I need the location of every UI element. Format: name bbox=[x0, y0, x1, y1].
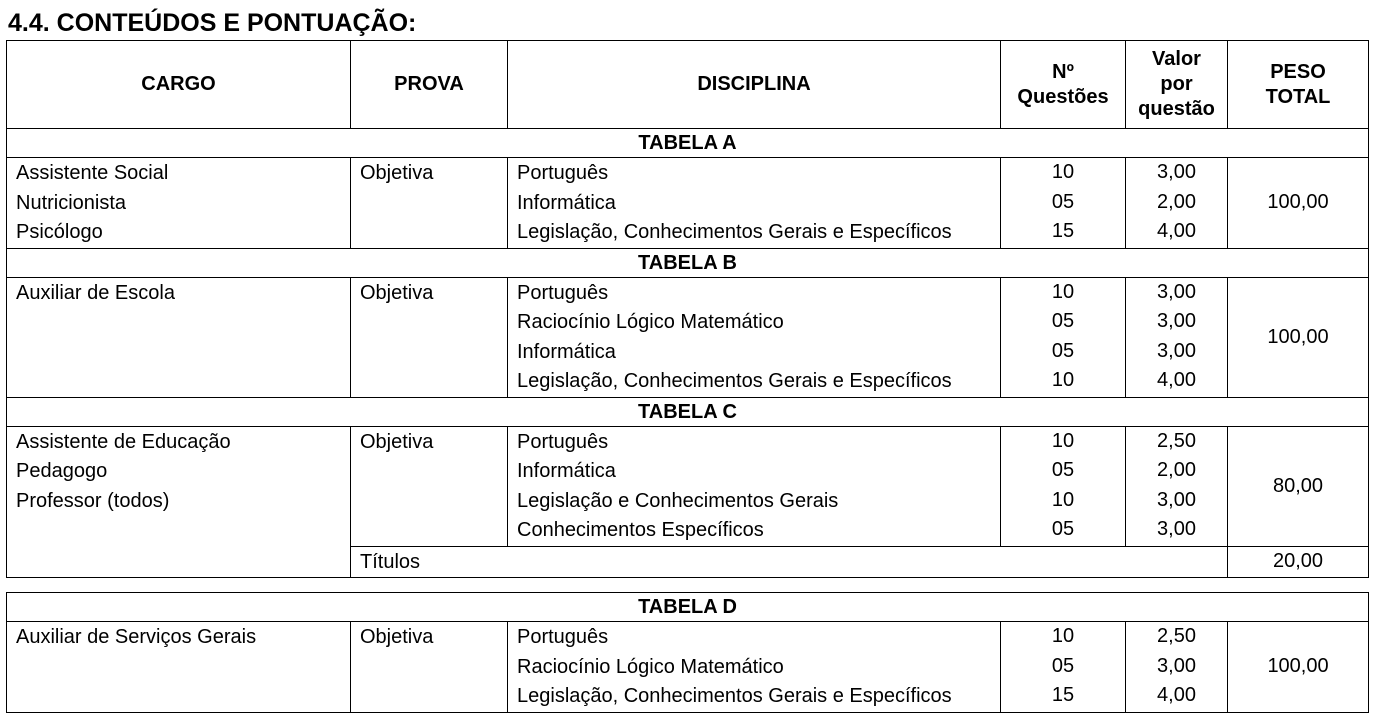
valor-cell bbox=[1126, 622, 1228, 713]
scoring-table bbox=[6, 40, 1369, 578]
questoes-item: 05 bbox=[1051, 339, 1075, 362]
valor-cell bbox=[1126, 426, 1228, 546]
peso-total-cell: 100,00 bbox=[1228, 158, 1369, 249]
cargo-item: Nutricionista bbox=[16, 191, 127, 214]
prova-cell bbox=[351, 622, 508, 713]
questoes-item: 05 bbox=[1051, 190, 1075, 213]
questoes-cell bbox=[1001, 426, 1126, 546]
table-row bbox=[7, 277, 1369, 397]
cargo-item: Assistente de Educação bbox=[16, 430, 231, 453]
cargo-item: Auxiliar de Escola bbox=[16, 281, 175, 304]
prova-cell bbox=[351, 158, 508, 249]
questoes-item: 10 bbox=[1051, 161, 1075, 183]
disciplina-item: Português bbox=[517, 162, 609, 184]
disciplina-item: Legislação, Conhecimentos Gerais e Específicos bbox=[517, 685, 952, 707]
valor-item: 2,50 bbox=[1157, 625, 1196, 647]
questoes-item: 15 bbox=[1051, 684, 1075, 706]
header-valor bbox=[1126, 41, 1228, 129]
header-questoes-line-2: Questões bbox=[1017, 85, 1109, 108]
peso-total-cell: 80,00 bbox=[1228, 426, 1369, 546]
questoes-item: 10 bbox=[1051, 625, 1075, 647]
disciplina-item: Informática bbox=[517, 460, 616, 482]
cargo-cell bbox=[7, 277, 351, 397]
titulos-label: Títulos bbox=[351, 546, 1228, 577]
questoes-item: 10 bbox=[1051, 488, 1075, 511]
scoring-table-d bbox=[6, 592, 1369, 713]
valor-item: 4,00 bbox=[1157, 684, 1196, 706]
valor-item: 2,50 bbox=[1157, 429, 1196, 452]
disciplina-item: Português bbox=[517, 430, 609, 453]
valor-item: 3,00 bbox=[1157, 310, 1196, 332]
prova-item: Objetiva bbox=[360, 162, 434, 184]
peso-total-cell: 100,00 bbox=[1228, 622, 1369, 713]
header-row bbox=[7, 41, 1369, 129]
header-peso-line-2: TOTAL bbox=[1265, 85, 1331, 108]
disciplina-item: Português bbox=[517, 281, 609, 304]
valor-item: 3,00 bbox=[1157, 488, 1196, 511]
section-row bbox=[7, 129, 1369, 158]
disciplina-item: Raciocínio Lógico Matemático bbox=[517, 311, 784, 333]
questoes-cell bbox=[1001, 158, 1126, 249]
prova-item: Objetiva bbox=[360, 626, 434, 648]
prova-item: Objetiva bbox=[360, 281, 434, 304]
section-row bbox=[7, 593, 1369, 622]
valor-cell bbox=[1126, 158, 1228, 249]
questoes-item: 05 bbox=[1051, 310, 1075, 332]
cargo-item: Pedagogo bbox=[16, 460, 108, 482]
section-row bbox=[7, 397, 1369, 426]
prova-cell bbox=[351, 277, 508, 397]
valor-item: 3,00 bbox=[1157, 518, 1196, 540]
cargo-item: Auxiliar de Serviços Gerais bbox=[16, 626, 257, 648]
section-title: TABELA B bbox=[7, 248, 1369, 277]
disciplina-item: Português bbox=[517, 626, 609, 648]
cargo-cell bbox=[7, 622, 351, 713]
section-title: TABELA C bbox=[7, 397, 1369, 426]
cargo-cell bbox=[7, 158, 351, 249]
valor-item: 2,00 bbox=[1157, 190, 1196, 213]
questoes-item: 05 bbox=[1051, 654, 1075, 677]
disciplina-cell bbox=[508, 158, 1001, 249]
titulos-peso-cell: 20,00 bbox=[1228, 546, 1369, 577]
table-row bbox=[7, 158, 1369, 249]
disciplina-item: Informática bbox=[517, 191, 616, 214]
valor-item: 4,00 bbox=[1157, 220, 1196, 242]
disciplina-item: Legislação, Conhecimentos Gerais e Específicos bbox=[517, 221, 952, 243]
header-questoes bbox=[1001, 41, 1126, 129]
disciplina-item: Conhecimentos Específicos bbox=[517, 519, 764, 541]
valor-item: 3,00 bbox=[1157, 654, 1196, 677]
section-row bbox=[7, 248, 1369, 277]
valor-item: 3,00 bbox=[1157, 280, 1196, 303]
header-peso-line-1: PESO bbox=[1270, 60, 1326, 83]
disciplina-item: Legislação, Conhecimentos Gerais e Específicos bbox=[517, 370, 952, 392]
cargo-item: Professor (todos) bbox=[16, 489, 170, 512]
peso-total-cell: 100,00 bbox=[1228, 277, 1369, 397]
questoes-item: 05 bbox=[1051, 518, 1075, 540]
prova-cell bbox=[351, 426, 508, 546]
table-row bbox=[7, 622, 1369, 713]
questoes-item: 10 bbox=[1051, 429, 1075, 452]
valor-cell bbox=[1126, 277, 1228, 397]
header-valor-line-3: questão bbox=[1138, 98, 1215, 120]
valor-item: 3,00 bbox=[1157, 161, 1196, 183]
table-row bbox=[7, 426, 1369, 546]
section-title: TABELA A bbox=[7, 129, 1369, 158]
questoes-cell bbox=[1001, 622, 1126, 713]
questoes-item: 05 bbox=[1051, 459, 1075, 481]
page-title: 4.4. CONTEÚDOS E PONTUAÇÃO: bbox=[8, 9, 417, 37]
header-cargo: CARGO bbox=[7, 41, 351, 129]
prova-item: Objetiva bbox=[360, 430, 434, 453]
disciplina-item: Informática bbox=[517, 340, 616, 363]
cargo-item: Assistente Social bbox=[16, 162, 169, 184]
header-questoes-line-1: Nº bbox=[1052, 60, 1074, 83]
disciplina-cell bbox=[508, 426, 1001, 546]
section-title: TABELA D bbox=[7, 593, 1369, 622]
header-prova: PROVA bbox=[351, 41, 508, 129]
header-valor-line-2: por bbox=[1160, 73, 1193, 95]
cargo-cell bbox=[7, 426, 351, 577]
header-disciplina: DISCIPLINA bbox=[508, 41, 1001, 129]
disciplina-item: Raciocínio Lógico Matemático bbox=[517, 655, 784, 678]
disciplina-item: Legislação e Conhecimentos Gerais bbox=[517, 489, 839, 512]
questoes-item: 10 bbox=[1051, 369, 1075, 391]
questoes-item: 10 bbox=[1051, 280, 1075, 303]
questoes-item: 15 bbox=[1051, 220, 1075, 242]
cargo-item: Psicólogo bbox=[16, 221, 103, 243]
valor-item: 3,00 bbox=[1157, 339, 1196, 362]
valor-item: 4,00 bbox=[1157, 369, 1196, 391]
valor-item: 2,00 bbox=[1157, 459, 1196, 481]
header-valor-line-1: Valor bbox=[1152, 48, 1201, 70]
questoes-cell bbox=[1001, 277, 1126, 397]
disciplina-cell bbox=[508, 622, 1001, 713]
disciplina-cell bbox=[508, 277, 1001, 397]
header-peso bbox=[1228, 41, 1369, 129]
